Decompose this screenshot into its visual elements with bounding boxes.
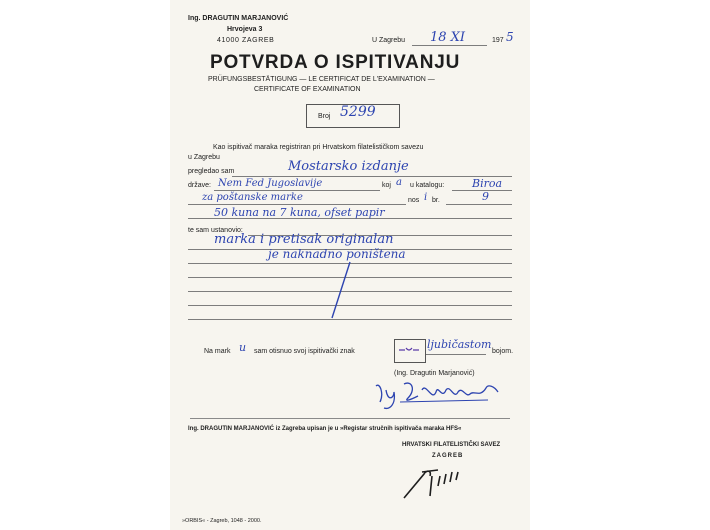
place-label: U Zagrebu xyxy=(372,37,406,44)
findings-value-1: marka i pretisak originalan xyxy=(214,232,394,247)
date-day-month: 18 XI xyxy=(430,30,466,45)
year-printed: 197 xyxy=(492,37,504,44)
registry-org: HRVATSKI FILATELISTIČKI SAVEZ xyxy=(402,442,501,448)
signature-label: (Ing. Dragutin Marjanović) xyxy=(394,370,475,377)
printer-imprint: »ORBIS« - Zagreb, 1048 - 2000. xyxy=(182,518,262,524)
koj-value: a xyxy=(396,177,402,188)
number-value: 5299 xyxy=(340,104,376,120)
br-value: 9 xyxy=(482,190,489,203)
reviewed-value: Mostarsko izdanje xyxy=(288,159,409,174)
number-label: Broj xyxy=(318,113,331,120)
state-label: države: xyxy=(188,182,211,189)
issuer-city: 41000 ZAGREB xyxy=(217,37,275,44)
state-line xyxy=(214,190,380,191)
findings-label: te sam ustanovio: xyxy=(188,227,243,234)
registry-city: ZAGREB xyxy=(432,453,464,459)
registry-rule xyxy=(190,418,510,419)
stamp-text-1: Na mark xyxy=(204,348,231,355)
findings-value-2: je naknadno poništena xyxy=(268,247,406,261)
line-3-value: za poštanske marke xyxy=(202,192,303,203)
stamp-color: ljubičastom xyxy=(427,338,492,351)
registry-text: Ing. DRAGUTIN MARJANOVIĆ iz Zagreba upisan je u »Registar stručnih ispitivača maraka HFS« xyxy=(188,426,462,432)
subtitle-line-2: CERTIFICATE OF EXAMINATION xyxy=(254,86,361,93)
stamp-color-line xyxy=(426,354,486,355)
br-label: br. xyxy=(432,197,440,204)
strike-stroke xyxy=(320,258,360,322)
nos-label: nos xyxy=(408,197,420,204)
br-line xyxy=(446,204,512,205)
stamp-mark xyxy=(398,346,420,354)
subtitle-line-1: PRÜFUNGSBESTÄTIGUNG — LE CERTIFICAT DE L'EXAMINATION — xyxy=(208,76,435,83)
document-title: POTVRDA O ISPITIVANJU xyxy=(210,52,461,73)
stamp-text-mid: u xyxy=(239,341,247,354)
koj-label: koj xyxy=(382,182,391,189)
line-3 xyxy=(188,204,406,205)
year-written: 5 xyxy=(506,30,514,44)
date-line xyxy=(412,45,487,46)
issuer-name: Ing. DRAGUTIN MARJANOVIĆ xyxy=(188,15,289,22)
intro-line-2: u Zagrebu xyxy=(188,154,220,161)
issuer-street: Hrvojeva 3 xyxy=(227,26,263,33)
line-4-value: 50 kuna na 7 kuna, ofset papir xyxy=(214,206,385,219)
registry-signature-image xyxy=(400,462,472,504)
state-value: Nem Fed Jugoslavije xyxy=(218,178,323,189)
intro-line-1: Kao ispitivač maraka registriran pri Hrvatskom filatelističkom savezu xyxy=(213,144,424,151)
reviewed-label: pregledao sam xyxy=(188,168,235,175)
stamp-text-2: sam otisnuo svoj ispitivački znak xyxy=(254,348,355,355)
nos-value: i xyxy=(424,192,428,203)
catalog-value: Biroa xyxy=(472,177,503,190)
catalog-label: u katalogu: xyxy=(410,182,445,189)
stamp-end: bojom. xyxy=(492,348,514,355)
reviewed-line xyxy=(232,176,512,177)
signature-image xyxy=(370,376,510,410)
